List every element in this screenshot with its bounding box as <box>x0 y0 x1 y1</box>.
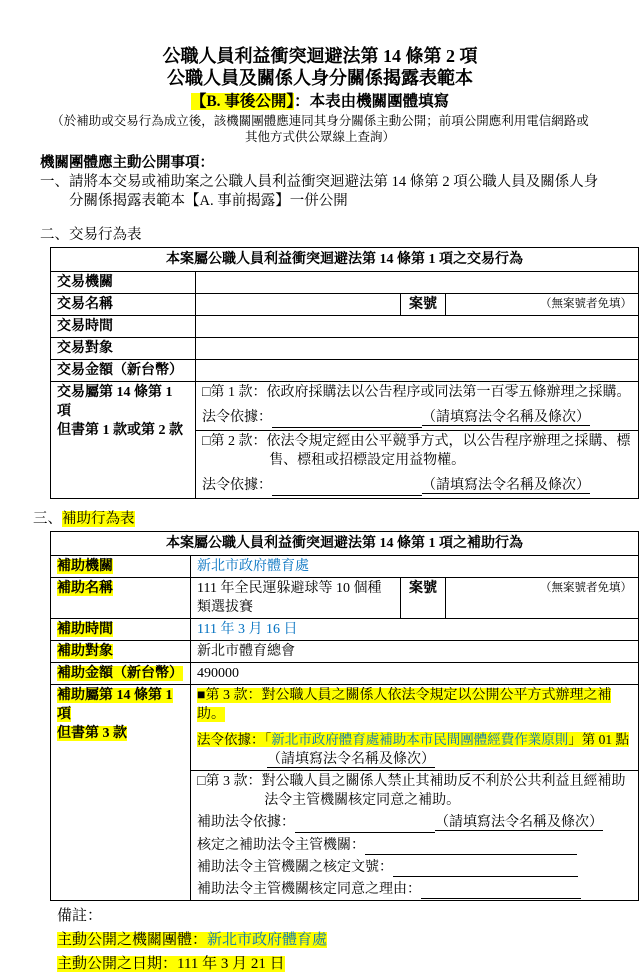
law-basis-hint: （請填寫法令名稱及條次） <box>422 410 590 425</box>
instructions-heading: 機關團體應主動公開事項： <box>40 155 214 171</box>
subsidy-name-value: 111 年全民運躲避球等 10 個種類選拔賽 <box>191 578 401 619</box>
transaction-clause-label-line2: 但書第 1 款或第 2 款 <box>57 423 183 438</box>
law-basis-label: 法令依據： <box>202 410 272 425</box>
subsidy-name-label <box>51 578 191 619</box>
subsidy-option-unchecked <box>197 772 632 810</box>
law-basis-hint: （請填寫法令名稱及條次） <box>267 752 435 767</box>
subsidy-option-unchecked-text: 第 3 款：對公職人員之關係人禁止其補助反不利於公共利益且經補助法令主管機關核定同意之補助。 <box>205 774 626 808</box>
doc-note-line2: 其他方式供公眾線上查詢） <box>244 130 395 144</box>
transaction-option2-text: 第 2 款：依法令規定經由公平競爭方式，以公告程序辦理之採購、標售、標租或招標設定用益物權。 <box>210 434 631 468</box>
doc-note-line1: （於補助或交易行為成立後，該機關團體應連同其身分關係主動公開；前項公開應利用電信網路或 <box>51 114 589 128</box>
transaction-option1-cell <box>196 382 639 431</box>
subsidy-approver-label: 核定之補助法令主管機關： <box>197 838 365 853</box>
subsidy-option-checked <box>197 686 632 724</box>
subsidy-doc-number-line <box>197 858 632 877</box>
disclosure-org-line <box>57 930 640 950</box>
footer-block <box>57 906 640 974</box>
transaction-option2-cell <box>196 431 639 499</box>
transaction-table <box>50 247 639 499</box>
transaction-target-field[interactable] <box>196 338 639 360</box>
transaction-time-label: 交易時間 <box>51 316 196 338</box>
transaction-option1 <box>202 383 632 402</box>
subsidy-case-no-label: 案號 <box>401 578 446 619</box>
subsidy-table <box>50 531 639 901</box>
subsidy-name-label-text: 補助名稱 <box>57 581 113 596</box>
law-basis-label: 法令依據： <box>197 732 265 747</box>
transaction-time-field[interactable] <box>196 316 639 338</box>
table-row <box>51 685 639 771</box>
law-bracket-close: 」 <box>568 732 582 747</box>
fill-in-blank[interactable] <box>272 413 422 428</box>
subsidy-agency-label <box>51 556 191 578</box>
checkbox-unchecked-icon[interactable]: □ <box>202 434 211 449</box>
law-basis-hint-line <box>267 750 632 769</box>
subsidy-clause-label-line1 <box>57 686 184 724</box>
table-row <box>51 382 639 431</box>
fill-in-blank[interactable] <box>421 884 581 899</box>
subsidy-table-caption: 本案屬公職人員利益衝突迴避法第 14 條第 1 項之補助行為 <box>51 532 639 556</box>
checkbox-unchecked-icon[interactable]: □ <box>202 385 211 400</box>
doc-title-line1: 公職人員利益衝突迴避法第 14 條第 2 項 <box>162 46 478 66</box>
subsidy-target-value: 新北市體育總會 <box>191 641 639 663</box>
subtitle-highlight: 【B. 事後公開】 <box>190 93 295 110</box>
disclosure-date-line <box>57 954 640 974</box>
table-row <box>51 338 639 360</box>
section-subsidy-label <box>33 507 640 528</box>
table-row <box>51 578 639 619</box>
instructions-block <box>40 154 606 211</box>
transaction-amount-field[interactable] <box>196 360 639 382</box>
subsidy-approver-line <box>197 836 632 855</box>
instructions-item-1: 一、請將本交易或補助案之公職人員利益衝突迴避法第 14 條第 2 項公職人員及關係人身分關係揭露表範本【A. 事前揭露】一併公開 <box>40 174 599 209</box>
subsidy-option-unchecked-cell <box>191 771 639 901</box>
fill-in-blank[interactable] <box>272 481 422 496</box>
transaction-name-label: 交易名稱 <box>51 294 196 316</box>
transaction-option1-text: 第 1 款：依政府採購法以公告程序或同法第一百零五條辦理之採購。 <box>210 385 631 400</box>
subsidy-case-no-hint: （無案號者免填） <box>446 578 639 619</box>
table-row <box>51 619 639 641</box>
table-row <box>51 272 639 294</box>
fill-in-blank[interactable] <box>295 818 435 833</box>
subsidy-doc-number-label: 補助法令主管機關之核定文號： <box>197 860 393 875</box>
subtitle-rest: ：本表由機關團體填寫 <box>294 93 450 110</box>
subsidy-target-label-text: 補助對象 <box>57 644 113 659</box>
subsidy-clause-label-line1-text: 補助屬第 14 條第 1 項 <box>57 688 173 722</box>
law-basis-hint: （請填寫法令名稱及條次） <box>422 478 590 493</box>
disclosure-org-value: 新北市政府體育處 <box>207 932 328 948</box>
subsidy-amount-value: 490000 <box>191 663 639 685</box>
subsidy-clause-label <box>51 685 191 901</box>
section-subsidy-title: 補助行為表 <box>62 511 135 527</box>
law-bracket-open: 「 <box>264 732 272 747</box>
subsidy-option-checked-cell <box>191 685 639 771</box>
table-row <box>51 641 639 663</box>
transaction-agency-field[interactable] <box>196 272 639 294</box>
table-row <box>51 663 639 685</box>
subsidy-law-basis-label: 補助法令依據： <box>197 815 295 830</box>
subsidy-amount-label <box>51 663 191 685</box>
subsidy-target-label <box>51 641 191 663</box>
subsidy-clause-label-line2 <box>57 724 184 743</box>
table-row <box>51 294 639 316</box>
transaction-case-no-hint: （無案號者免填） <box>446 294 639 316</box>
disclosure-org-label: 主動公開之機關團體： <box>57 932 208 948</box>
subsidy-reason-line <box>197 880 632 899</box>
subsidy-agency-label-text: 補助機關 <box>57 559 113 574</box>
subsidy-clause-label-line2-text: 但書第 3 款 <box>57 726 127 741</box>
table-row <box>51 248 639 272</box>
section-subsidy-prefix: 三、 <box>33 511 62 527</box>
table-row <box>51 316 639 338</box>
transaction-case-no-label: 案號 <box>401 294 446 316</box>
law-basis-line <box>202 476 632 496</box>
law-basis-filled-name: 新北市政府體育處補助本市民間團體經費作業原則 <box>271 732 569 747</box>
doc-subtitle <box>0 91 640 112</box>
checkbox-checked-icon[interactable]: ■ <box>197 688 206 703</box>
subsidy-reason-label: 補助法令主管機關核定同意之理由： <box>197 882 421 897</box>
transaction-clause-label <box>51 382 196 499</box>
transaction-name-field[interactable] <box>196 294 401 316</box>
transaction-option2 <box>202 432 632 470</box>
transaction-target-label: 交易對象 <box>51 338 196 360</box>
subsidy-time-label-text: 補助時間 <box>57 622 113 637</box>
table-row <box>51 556 639 578</box>
transaction-agency-label: 交易機關 <box>51 272 196 294</box>
law-basis-filled-article: 第 01 點 <box>581 732 629 747</box>
section-transaction-label: 二、交易行為表 <box>40 227 142 243</box>
subsidy-time-value: 111 年 3 月 16 日 <box>191 619 639 641</box>
doc-title-line2: 公職人員及關係人身分關係揭露表範本 <box>167 68 473 88</box>
transaction-amount-label: 交易金額（新台幣） <box>51 360 196 382</box>
law-basis-line <box>202 408 632 428</box>
transaction-table-caption: 本案屬公職人員利益衝突迴避法第 14 條第 1 項之交易行為 <box>51 248 639 272</box>
table-row <box>51 360 639 382</box>
subsidy-time-label <box>51 619 191 641</box>
law-basis-hint: （請填寫法令名稱及條次） <box>435 815 603 830</box>
notes-label: 備註： <box>57 908 103 924</box>
checkbox-unchecked-icon[interactable]: □ <box>197 774 206 789</box>
subsidy-amount-label-text: 補助金額（新台幣） <box>57 666 183 681</box>
fill-in-blank[interactable] <box>365 840 577 855</box>
disclosure-date-label: 主動公開之日期： <box>57 956 178 972</box>
disclosure-date-value: 111 年 3 月 21 日 <box>177 956 285 972</box>
table-row <box>51 532 639 556</box>
subsidy-agency-value: 新北市政府體育處 <box>191 556 639 578</box>
transaction-clause-label-line1: 交易屬第 14 條第 1 項 <box>57 385 173 419</box>
law-basis-label: 法令依據： <box>202 478 272 493</box>
subsidy-option-checked-text: 第 3 款：對公職人員之關係人依法令規定以公開公平方式辦理之補助。 <box>197 688 612 722</box>
doc-note <box>0 113 640 145</box>
fill-in-blank[interactable] <box>393 862 578 877</box>
law-basis-filled-line <box>197 730 632 749</box>
subsidy-law-basis-line <box>197 813 632 833</box>
